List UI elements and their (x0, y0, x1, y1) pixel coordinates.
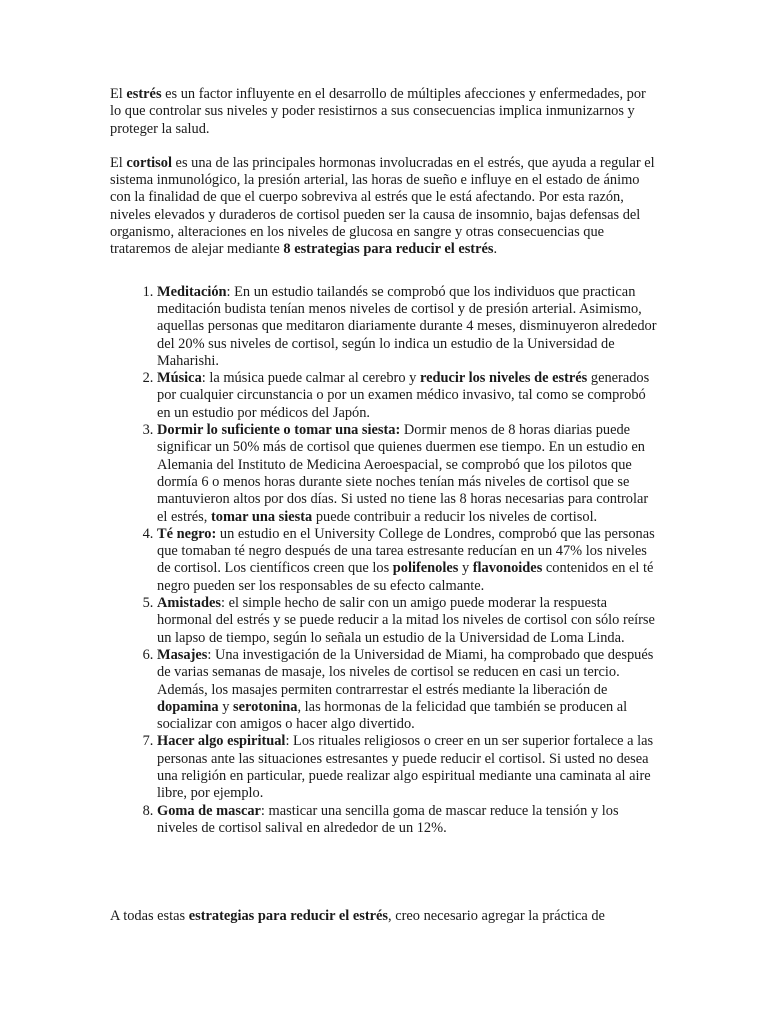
item-text: Dormir menos de 8 horas diarias puede significar un 50% más de cortisol que quienes duermen ese tiempo. En un estudio en Alemania del Instituto de Medicina Aeroespacial, se comprobó que los pilotos que dormía 6 o menos horas durante siete noches tenían más niveles de cortisol que se mantuvieron altos por dos días. Si usted no tiene las 8 horas necesarias para controlar el estrés, (157, 422, 649, 525)
closing-paragraph (110, 908, 658, 925)
item-title: Goma de mascar (157, 802, 261, 819)
item-title: Hacer algo espiritual (157, 733, 286, 750)
text-run: El (110, 86, 127, 102)
item-text: y (218, 698, 233, 715)
list-item-espiritual (157, 733, 658, 802)
item-title: Meditación (157, 283, 227, 300)
item-title: Amistades (157, 595, 221, 612)
item-bold-phrase: reducir los niveles de estrés (419, 370, 588, 387)
text-run: es una de las principales hormonas involucradas en el estrés, que ayuda a regular el sistema inmunológico, la presión arterial, las horas de sueño e influye en el estado de ánimo con la finalidad de que el cuerpo sobreviva al estrés que le está afectando. Por esta razón, niveles elevados y duraderos de cortisol pueden ser la causa de insomnio, bajas defensas del organismo, alteraciones en los niveles de glucosa en sangre y otras consecuencias que trataremos de alejar mediante (110, 154, 655, 258)
item-text: y (458, 560, 473, 577)
item-title: Dormir lo suficiente o tomar una siesta: (157, 422, 401, 439)
text-run: , creo necesario agregar la práctica de (388, 908, 605, 924)
list-item-masajes (157, 647, 658, 733)
list-item-amistades (157, 595, 658, 647)
text-run: . (493, 241, 498, 258)
item-text: : Los rituales religiosos o creer en un ser superior fortalece a las personas ante las situaciones estresantes y puede reducir el cortisol. Si usted no desea una religión en particular, puede realizar algo espiritual mediante una caminata al aire libre, por ejemplo. (157, 733, 654, 802)
text-run: es un factor influyente en el desarrollo de múltiples afecciones y enfermedades, por lo que controlar sus niveles y poder resistirnos a sus consecuencias implica inmunizarnos y proteger la salud. (110, 86, 646, 137)
bold-term-cortisol: cortisol (126, 154, 172, 171)
item-text: contenidos en el té negro pueden ser los responsables de su efecto calmante. (157, 560, 654, 594)
intro-paragraph-cortisol (110, 155, 658, 259)
list-item-goma-de-mascar (157, 803, 658, 838)
item-title: Té negro: (157, 525, 217, 542)
item-text: generados por cualquier circunstancia o por un examen médico invasivo, tal como se comprobó en un estudio por médicos del Japón. (157, 370, 650, 421)
list-item-te-negro (157, 526, 658, 595)
strategies-list (110, 284, 658, 838)
document-body (110, 86, 658, 837)
item-text: : masticar una sencilla goma de mascar reduce la tensión y los niveles de cortisol salival en alrededor de un 12%. (157, 802, 619, 836)
item-text: : el simple hecho de salir con un amigo puede moderar la respuesta hormonal del estrés y se puede reducir a la mitad los niveles de cortisol con sólo reírse un lapso de tiempo, según lo señala un estudio de la Universidad de Loma Linda. (157, 595, 655, 646)
item-title: Masajes (157, 646, 208, 663)
item-text: : En un estudio tailandés se comprobó que los individuos que practican meditación budista tenían menos niveles de cortisol y de presión arterial. Asimismo, aquellas personas que meditaron diariamente durante 4 meses, disminuyeron alrededor del 20% sus niveles de cortisol, según lo indica un estudio de la Universidad de Maharishi. (157, 283, 657, 369)
item-title: Música (157, 370, 202, 387)
item-text: : la música puede calmar al cerebro y (201, 370, 420, 387)
item-text: puede contribuir a reducir los niveles de cortisol. (312, 508, 598, 525)
text-run: A todas estas (110, 908, 189, 924)
item-text: : Una investigación de la Universidad de Miami, ha comprobado que después de varias semanas de masaje, los niveles de cortisol se reducen en casi un tercio. Además, los masajes permiten contrarrestar el estrés mediante la liberación de (157, 646, 654, 698)
item-bold-phrase: dopamina (157, 698, 219, 715)
item-bold-phrase: serotonina (232, 698, 298, 715)
bold-phrase-estrategias: estrategias para reducir el estrés (188, 908, 389, 924)
bold-term-estres: estrés (126, 86, 162, 102)
list-item-musica (157, 370, 658, 422)
bold-phrase-estrategias: 8 estrategias para reducir el estrés (283, 241, 494, 258)
item-bold-phrase: flavonoides (472, 560, 543, 577)
item-text: , las hormonas de la felicidad que también se producen al socializar con amigos o hacer algo divertido. (157, 698, 628, 733)
item-bold-phrase: tomar una siesta (210, 508, 313, 525)
list-item-meditacion (157, 284, 658, 370)
item-text: un estudio en el University College de Londres, comprobó que las personas que tomaban té negro después de una tarea estresante reducían en un 47% los niveles de cortisol. Los científicos creen que los (157, 525, 655, 577)
text-run: El (110, 154, 127, 171)
intro-paragraph-estres (110, 86, 658, 138)
item-bold-phrase: polifenoles (392, 560, 459, 577)
list-item-dormir (157, 422, 658, 526)
